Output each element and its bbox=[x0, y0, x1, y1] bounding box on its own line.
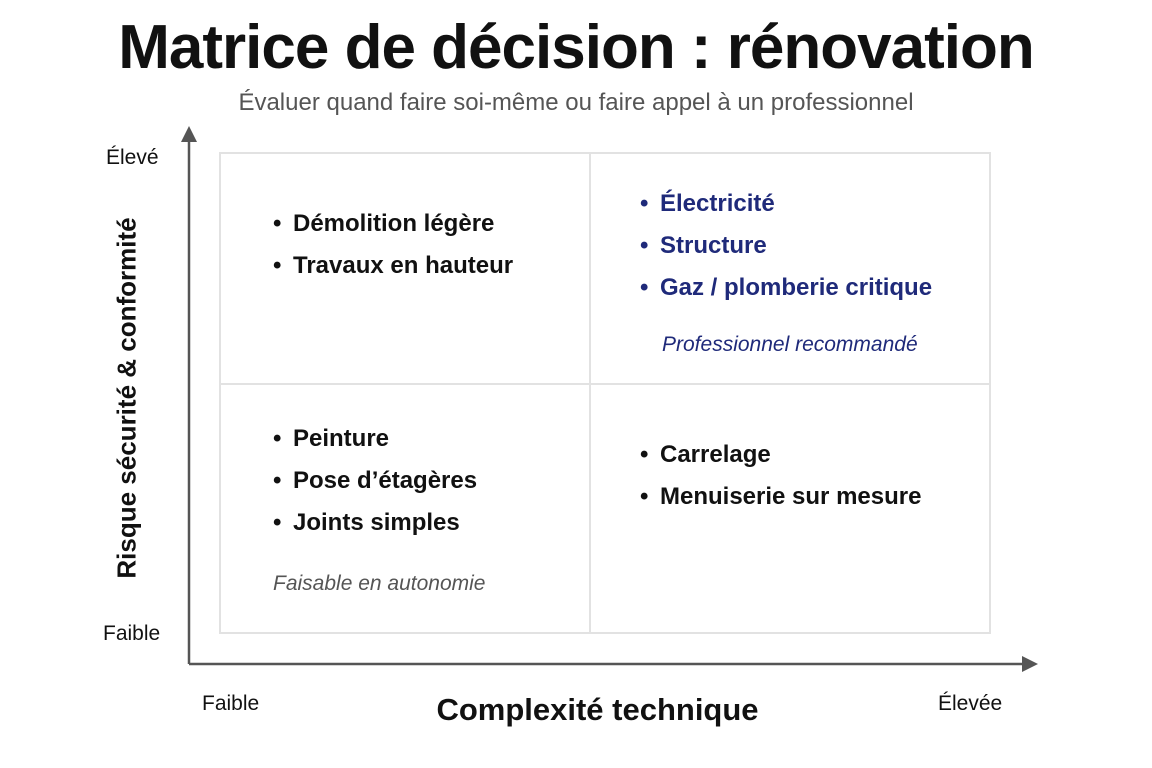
quadrant-top-right bbox=[640, 183, 932, 359]
x-axis-label: Complexité technique bbox=[436, 692, 759, 727]
bullet-icon: • bbox=[273, 509, 282, 536]
page-subtitle: Évaluer quand faire soi-même ou faire appel à un professionnel bbox=[238, 89, 914, 116]
list-item: • Électricité bbox=[640, 183, 932, 225]
quadrant-list bbox=[273, 418, 485, 544]
list-item: • Pose d’étagères bbox=[273, 460, 485, 502]
bullet-icon: • bbox=[273, 210, 282, 237]
list-item: • Travaux en hauteur bbox=[273, 245, 513, 287]
grid-divider-horizontal bbox=[221, 383, 989, 385]
list-item: • Menuiserie sur mesure bbox=[640, 476, 921, 518]
x-axis-high-label: Élevée bbox=[938, 692, 1003, 715]
bullet-icon: • bbox=[273, 252, 282, 279]
y-axis-low-label: Faible bbox=[103, 622, 161, 645]
quadrant-note: Faisable en autonomie bbox=[273, 572, 486, 595]
grid-divider-vertical bbox=[589, 154, 591, 632]
list-item: • Peinture bbox=[273, 418, 485, 460]
quadrant-top-left bbox=[273, 203, 513, 287]
bullet-icon: • bbox=[640, 274, 649, 301]
quadrant-note: Professionnel recommandé bbox=[662, 333, 918, 356]
list-item: • Démolition légère bbox=[273, 203, 513, 245]
list-item: • Gaz / plomberie critique bbox=[640, 267, 932, 309]
quadrant-list bbox=[273, 203, 513, 287]
x-axis-arrow-icon bbox=[1022, 656, 1038, 672]
quadrant-bottom-right bbox=[640, 434, 921, 518]
bullet-icon: • bbox=[640, 190, 649, 217]
bullet-icon: • bbox=[640, 441, 649, 468]
bullet-icon: • bbox=[640, 232, 649, 259]
y-axis-label: Risque sécurité & conformité bbox=[111, 217, 142, 579]
quadrant-list bbox=[640, 434, 921, 518]
y-axis-arrow-icon bbox=[181, 126, 197, 142]
page-title: Matrice de décision : rénovation bbox=[118, 13, 1034, 82]
bullet-icon: • bbox=[273, 467, 282, 494]
y-axis-high-label: Élevé bbox=[106, 146, 159, 169]
list-item: • Structure bbox=[640, 225, 932, 267]
x-axis-low-label: Faible bbox=[202, 692, 260, 715]
quadrant-list bbox=[640, 183, 932, 309]
list-item: • Carrelage bbox=[640, 434, 921, 476]
bullet-icon: • bbox=[273, 425, 282, 452]
quadrant-bottom-left bbox=[273, 418, 485, 598]
list-item: • Joints simples bbox=[273, 502, 485, 544]
bullet-icon: • bbox=[640, 483, 649, 510]
